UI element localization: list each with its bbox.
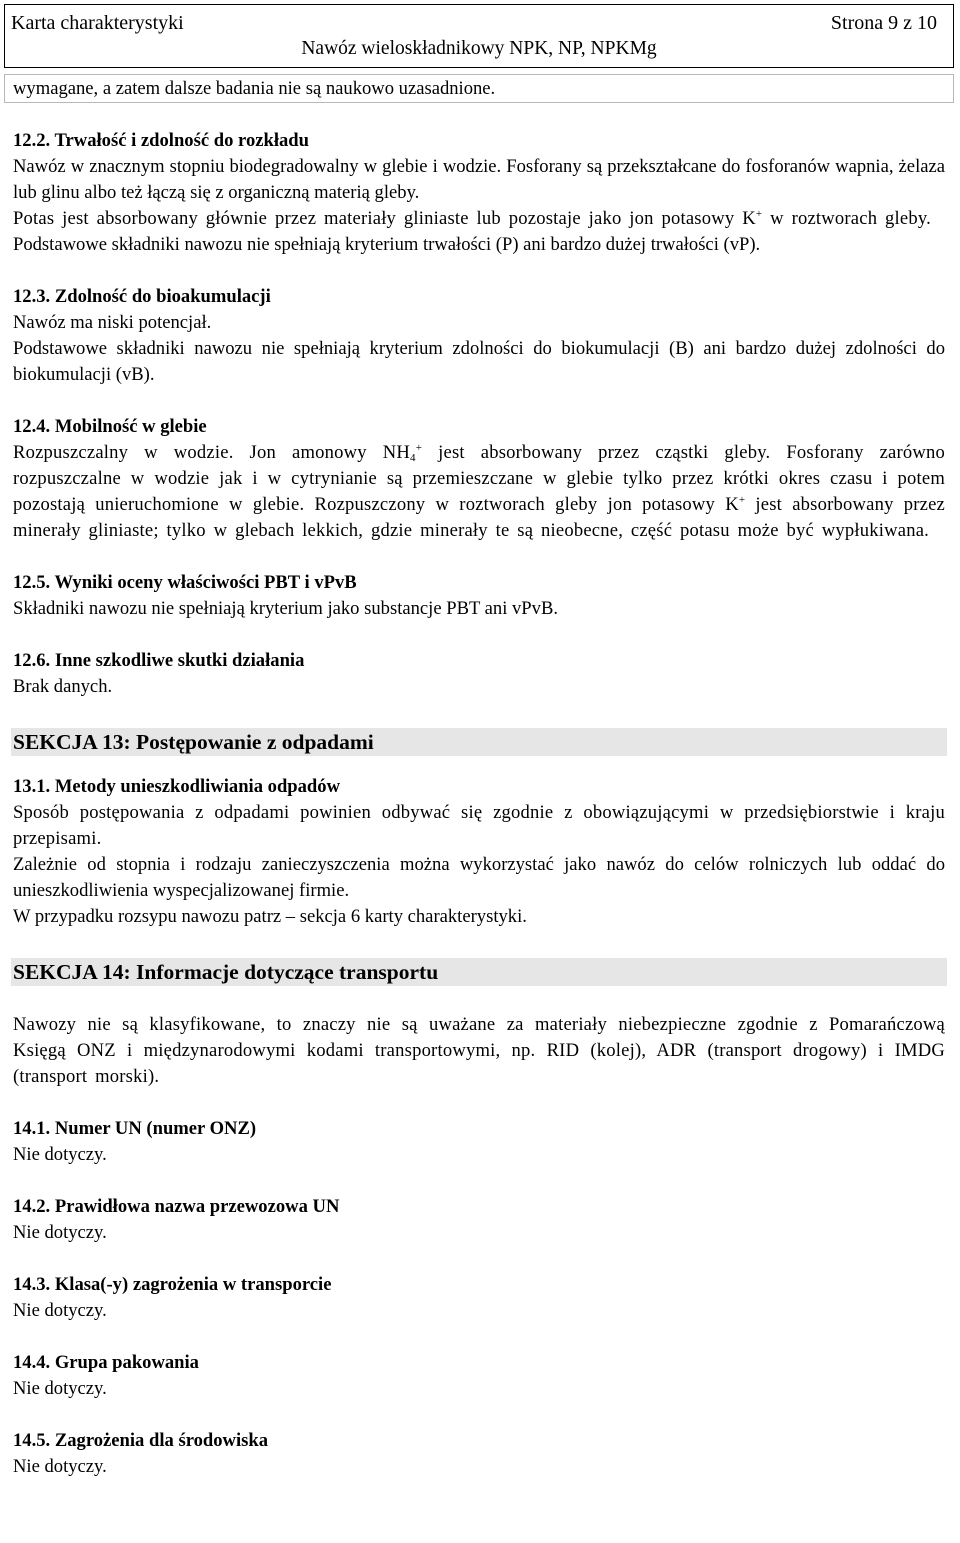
section-14-3 <box>13 1272 945 1324</box>
section-14-2 <box>13 1194 945 1246</box>
section-14-5-title: 14.5. Zagrożenia dla środowiska <box>13 1430 269 1451</box>
section-14-4-value: Nie dotyczy. <box>13 1378 107 1399</box>
section-13-heading: SEKCJA 13: Postępowanie z odpadami <box>11 728 947 756</box>
section-12-4-para <box>13 440 945 544</box>
section-14-5-value: Nie dotyczy. <box>13 1456 107 1477</box>
section-12-6 <box>13 648 945 700</box>
section-13-1-title: 13.1. Metody unieszkodliwiania odpadów <box>13 776 340 797</box>
section-12-2 <box>13 128 945 258</box>
section-14-4-title: 14.4. Grupa pakowania <box>13 1352 199 1373</box>
section-14-2-value: Nie dotyczy. <box>13 1222 107 1243</box>
section-12-2-para-3: Podstawowe składniki nawozu nie spełniają kryterium trwałości (P) ani bardzo dużej trwałości (vP). <box>13 234 761 255</box>
continuation-text: wymagane, a zatem dalsze badania nie są naukowo uzasadnione. <box>4 74 954 103</box>
section-14-heading: SEKCJA 14: Informacje dotyczące transportu <box>11 958 947 986</box>
section-13-1-para-2: Zależnie od stopnia i rodzaju zanieczyszczenia można wykorzystać jako nawóz do celów rolniczych lub oddać do unieszkodliwienia wyspecjalizowanej firmie. <box>13 854 945 901</box>
section-12-2-para-2-text-b: w roztworach gleby. <box>762 208 931 229</box>
section-14-4 <box>13 1350 945 1402</box>
document-type: Karta charakterystyki <box>11 12 184 34</box>
section-14-2-title: 14.2. Prawidłowa nazwa przewozowa UN <box>13 1196 340 1217</box>
section-12-5-title: 12.5. Wyniki oceny właściwości PBT i vPvB <box>13 572 357 593</box>
section-12-4-text-b: jest absorbowany przez cząstki gleby. Fosforany zarówno rozpuszczalne w wodzie jak i w cytrynianie są przemieszczane w glebie tylko przez krótki okres czasu i potem pozostają unieruchomione w glebie. Rozpuszczony w roztworach gleby jon potasowy K <box>13 442 945 515</box>
section-12-2-para-2-text-a: Potas jest absorbowany głównie przez materiały gliniaste lub pozostaje jako jon potasowy K <box>13 208 756 229</box>
page-header <box>4 4 954 68</box>
product-name: Nawóz wieloskładnikowy NPK, NP, NPKMg <box>301 38 657 59</box>
document-content <box>13 128 945 1480</box>
section-12-3 <box>13 284 945 388</box>
section-13-1-para-1: Sposób postępowania z odpadami powinien odbywać się zgodnie z obowiązującymi w przedsiębiorstwie i kraju przepisami. <box>13 802 945 849</box>
page-number: Strona 9 z 10 <box>830 12 937 34</box>
section-12-4-title: 12.4. Mobilność w glebie <box>13 416 207 437</box>
section-12-6-para: Brak danych. <box>13 676 113 697</box>
section-14-1 <box>13 1116 945 1168</box>
ammonium-subscript: 4 <box>410 452 416 464</box>
section-13-1-para-3: W przypadku rozsypu nawozu patrz – sekcja 6 karty charakterystyki. <box>13 906 527 927</box>
section-12-5 <box>13 570 945 622</box>
section-12-2-para-1: Nawóz w znacznym stopniu biodegradowalny w glebie i wodzie. Fosforany są przekształcane do fosforanów wapnia, żelaza lub glinu albo też łączą się z organiczną materią gleby. <box>13 156 945 203</box>
section-12-4-text-a: Rozpuszczalny w wodzie. Jon amonowy NH <box>13 442 410 463</box>
section-12-4-text-c: jest absorbowany przez minerały gliniaste; tylko w glebach lekkich, gdzie minerały te są nieobecne, część potasu może być wypłukiwana. <box>13 494 945 541</box>
section-12-4 <box>13 414 945 544</box>
section-12-5-para: Składniki nawozu nie spełniają kryterium jako substancje PBT ani vPvB. <box>13 598 558 619</box>
ammonium-charge: + <box>415 442 423 454</box>
section-12-6-title: 12.6. Inne szkodliwe skutki działania <box>13 650 305 671</box>
section-12-2-title: 12.2. Trwałość i zdolność do rozkładu <box>13 130 309 151</box>
section-14-3-value: Nie dotyczy. <box>13 1300 107 1321</box>
section-13-1 <box>13 774 945 930</box>
section-14-intro: Nawozy nie są klasyfikowane, to znaczy nie są uważane za materiały niebezpieczne zgodnie z Pomarańczową Księgą ONZ i międzynarodowymi kodami transportowymi, np. RID (kolej), ADR (transport drogowy) i IMDG (transport morski). <box>13 1014 945 1087</box>
section-14-5 <box>13 1428 945 1480</box>
section-14-3-title: 14.3. Klasa(-y) zagrożenia w transporcie <box>13 1274 332 1295</box>
section-12-3-title: 12.3. Zdolność do bioakumulacji <box>13 286 271 307</box>
section-14-1-value: Nie dotyczy. <box>13 1144 107 1165</box>
section-12-2-para-2 <box>13 206 945 232</box>
section-12-3-para-1: Nawóz ma niski potencjał. <box>13 312 212 333</box>
potassium-charge-2: + <box>738 494 746 506</box>
section-14-1-title: 14.1. Numer UN (numer ONZ) <box>13 1118 257 1139</box>
potassium-charge: + <box>755 208 763 220</box>
section-12-3-para-2: Podstawowe składniki nawozu nie spełniają kryterium zdolności do biokumulacji (B) ani bardzo dużej zdolności do biokumulacji (vB). <box>13 338 945 385</box>
